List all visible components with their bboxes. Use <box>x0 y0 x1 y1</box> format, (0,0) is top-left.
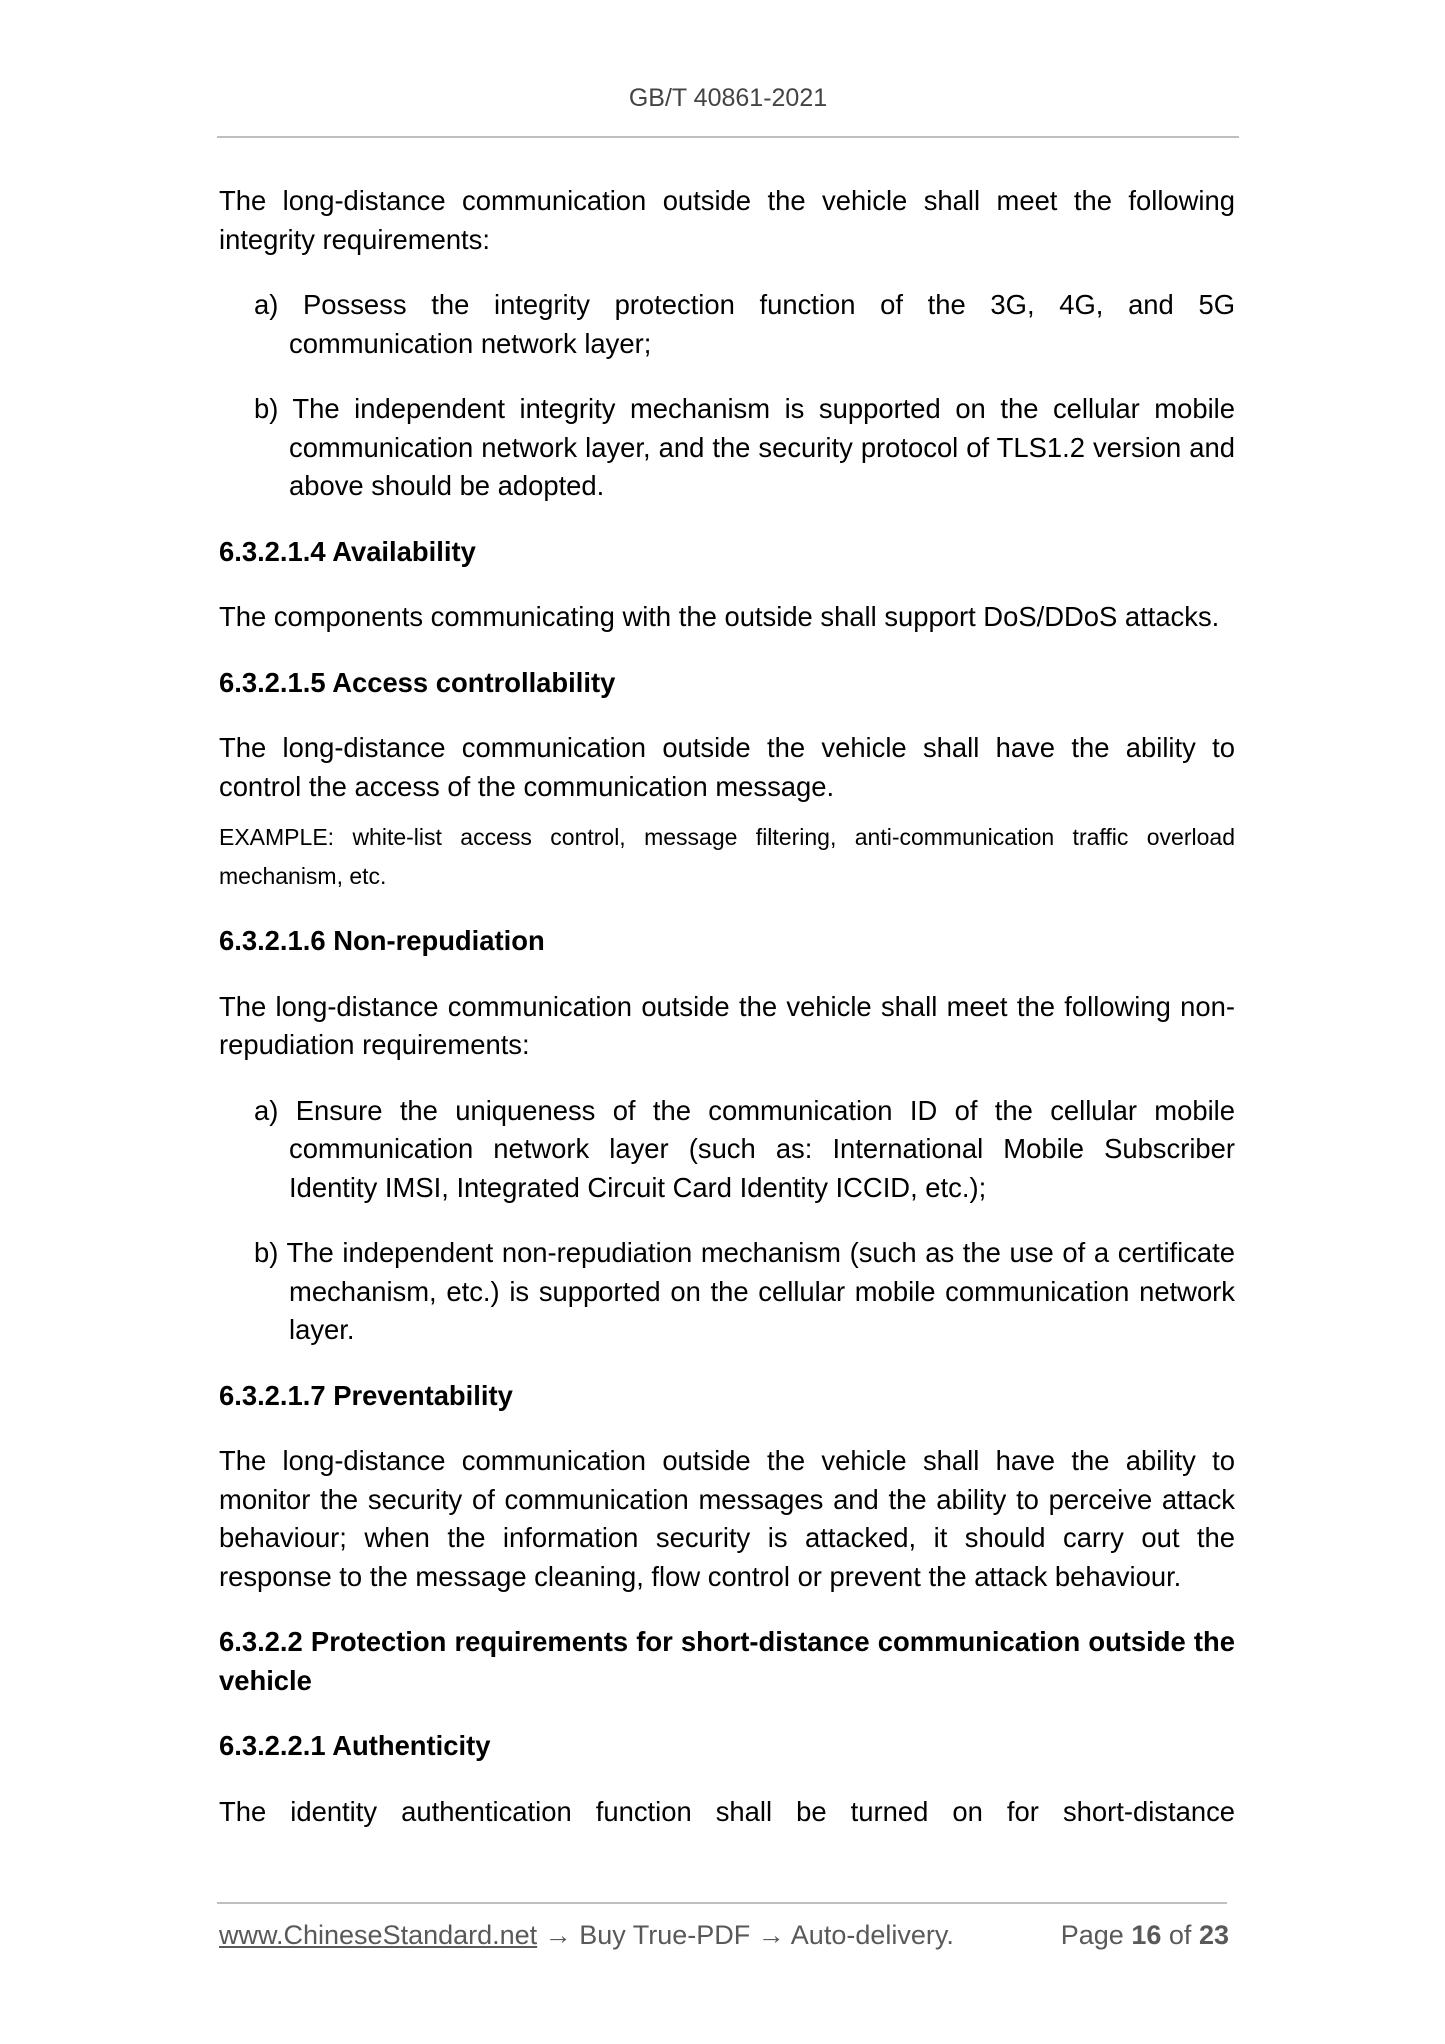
document-id-header: GB/T 40861-2021 <box>628 84 828 112</box>
page-footer <box>219 1920 1229 1951</box>
buy-true-pdf-text: Buy True-PDF <box>579 1920 751 1950</box>
heading-preventability: 6.3.2.1.7 Preventability <box>219 1379 513 1411</box>
integrity-intro-paragraph: The long-distance communication outside the vehicle shall meet the following integrity requirements: <box>219 185 1235 255</box>
availability-paragraph: The components communicating with the outside shall support DoS/DDoS attacks. <box>219 601 1220 632</box>
non-repudiation-item-b: b) The independent non-repudiation mechanism (such as the use of a certificate mechanism, etc.) is supported on the cellular mobile communication network layer. <box>254 1237 1235 1345</box>
of-word: of <box>1168 1920 1192 1950</box>
heading-short-distance-protection: 6.3.2.2 Protection requirements for short-distance communication outside the vehicle <box>219 1626 1235 1696</box>
non-repudiation-intro-paragraph: The long-distance communication outside the vehicle shall meet the following non-repudiation requirements: <box>219 990 1235 1060</box>
heading-non-repudiation: 6.3.2.1.6 Non-repudiation <box>219 925 545 956</box>
current-page-number: 16 <box>1131 1920 1162 1950</box>
heading-access-controllability: 6.3.2.1.5 Access controllability <box>219 666 616 698</box>
arrow-right-icon: → <box>757 1920 785 1950</box>
heading-availability: 6.3.2.1.4 Availability <box>219 535 476 567</box>
access-paragraph: The long-distance communication outside the vehicle shall have the ability to control the access of the communication message. <box>219 732 1235 802</box>
arrow-right-icon: → <box>544 1920 572 1950</box>
page-word: Page <box>1060 1920 1124 1950</box>
chinese-standard-link[interactable]: www.ChineseStandard.net <box>219 1920 538 1950</box>
access-example-note: EXAMPLE: white-list access control, message filtering, anti-communication traffic overload mechanism, etc. <box>219 824 1235 889</box>
footer-divider <box>217 1902 1227 1904</box>
auto-delivery-text: Auto-delivery. <box>790 1920 954 1950</box>
document-body <box>219 182 1235 1858</box>
authenticity-paragraph: The identity authentication function shall be turned on for short-distance <box>219 1795 1235 1827</box>
integrity-item-a: a) Possess the integrity protection function of the 3G, 4G, and 5G communication network layer; <box>254 289 1235 359</box>
preventability-paragraph: The long-distance communication outside the vehicle shall have the ability to monitor the security of communication messages and the ability to perceive attack behaviour; when the information security is attacked, it should carry out the response to the message cleaning, flow control or prevent the attack behaviour. <box>219 1445 1235 1592</box>
non-repudiation-item-a: a) Ensure the uniqueness of the communication ID of the cellular mobile communication network layer (such as: International Mobile Subscriber Identity IMSI, Integrated Circuit Card Identity ICCID, etc.); <box>254 1094 1235 1203</box>
integrity-item-b: b) The independent integrity mechanism is supported on the cellular mobile communication network layer, and the security protocol of TLS1.2 version and above should be adopted. <box>254 393 1235 501</box>
heading-authenticity: 6.3.2.2.1 Authenticity <box>219 1730 491 1761</box>
header-divider <box>217 136 1239 138</box>
page-number <box>1061 1920 1229 1951</box>
total-page-count: 23 <box>1198 1920 1229 1950</box>
